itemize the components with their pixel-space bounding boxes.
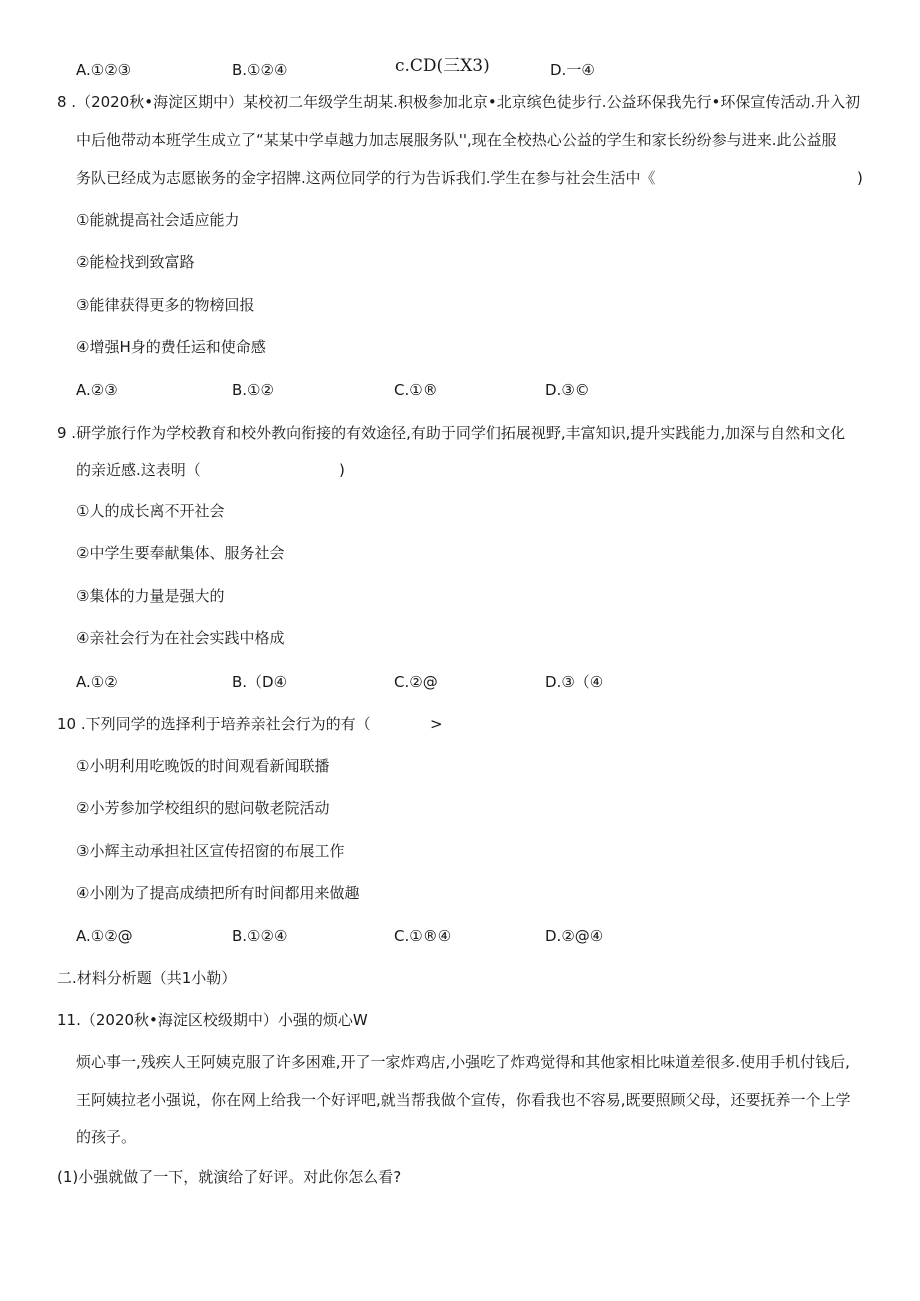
q11-title: 11.（2020秋•海淀区校级期中）小强的烦心W: [57, 1011, 368, 1029]
q9-item-2: ②中学生要奉献集体、服务社会: [76, 544, 285, 562]
q10-item-1: ①小明利用吃晚饭的时间观看新闻联播: [76, 757, 330, 775]
q10-answer-paren-close: >: [430, 715, 443, 733]
q11-paragraph-line-2: 王阿姨拉老小强说，你在网上给我一个好评吧,就当帮我做个宣传，你看我也不容易,既要照顾父母，还要抚养一个上学: [76, 1091, 851, 1109]
q9-item-1: ①人的成长离不开社会: [76, 502, 225, 520]
q10-options-row: [76, 926, 876, 946]
q10-item-2: ②小芳参加学校组织的慰问敬老院活动: [76, 799, 330, 817]
q10-option-d: D.②@④: [545, 927, 604, 945]
section-2-title: 二.材料分析题（共1小勒）: [57, 969, 237, 987]
option-d: D.一④: [550, 61, 595, 79]
q8-line-1: 8 .（2020秋•海淀区期中）某校初二年级学生胡某.积极参加北京•北京缤色徒步行.公益环保我先行•环保宣传活动.升入初: [57, 93, 861, 111]
q10-line-1: 10 .下列同学的选择利于培养亲社会行为的有（: [57, 715, 371, 733]
q8-option-d: D.③©: [545, 381, 590, 399]
q11-paragraph-line-1: 烦心事一,残疾人王阿姨克服了许多困难,开了一家炸鸡店,小强吃了炸鸡觉得和其他家相比味道差很多.使用手机付钱后,: [76, 1053, 850, 1071]
q8-option-b: B.①②: [232, 381, 274, 399]
q9-option-b: B.（D④: [232, 673, 288, 691]
q8-line-3: 务队已经成为志愿嵌务的金字招牌.这两位同学的行为告诉我们.学生在参与社会生活中《: [76, 169, 656, 187]
top-options-row: [76, 56, 876, 80]
q8-item-4: ④增强H身的费任运和使命感: [76, 338, 266, 356]
q10-option-c: C.①®④: [394, 927, 452, 945]
q11-paragraph-line-3: 的孩子。: [76, 1128, 137, 1146]
q9-options-row: [76, 672, 876, 692]
q9-option-a: A.①②: [76, 673, 118, 691]
q9-item-4: ④亲社会行为在社会实践中格成: [76, 629, 285, 647]
q8-option-c: C.①®: [394, 381, 438, 399]
q9-item-3: ③集体的力量是强大的: [76, 587, 225, 605]
q9-line-2: 的亲近感.这表明（: [76, 461, 201, 479]
q10-item-4: ④小刚为了提高成绩把所有时间都用来做趣: [76, 884, 360, 902]
q8-line-2: 中后他带动本班学生成立了“某某中学卓越力加志展服务队'',现在全校热心公益的学生和家长纷纷参与进来.此公益服: [76, 131, 837, 149]
q10-option-a: A.①②@: [76, 927, 133, 945]
option-a: A.①②③: [76, 61, 132, 79]
q8-options-row: [76, 380, 876, 400]
q11-subquestion-1: (1)小强就做了一下，就演给了好评。对此你怎么看?: [57, 1168, 402, 1186]
q10-option-b: B.①②④: [232, 927, 288, 945]
option-c: c.CD(三X3): [395, 56, 490, 76]
q10-item-3: ③小辉主动承担社区宣传招窗的布展工作: [76, 842, 345, 860]
q9-option-c: C.②@: [394, 673, 438, 691]
option-b: B.①②④: [232, 61, 288, 79]
q8-item-2: ②能检找到致富路: [76, 253, 195, 271]
q8-answer-paren-close: ): [857, 169, 863, 187]
q8-item-3: ③能律获得更多的物榜回报: [76, 296, 255, 314]
q9-option-d: D.③（④: [545, 673, 604, 691]
q8-item-1: ①能就提高社会适应能力: [76, 211, 240, 229]
q9-answer-paren-close: ): [339, 461, 345, 479]
q8-option-a: A.②③: [76, 381, 118, 399]
q9-line-1: 9 .研学旅行作为学校教育和校外教向衔接的有效途径,有助于同学们拓展视野,丰富知识,提升实践能力,加深与自然和文化: [57, 424, 846, 442]
